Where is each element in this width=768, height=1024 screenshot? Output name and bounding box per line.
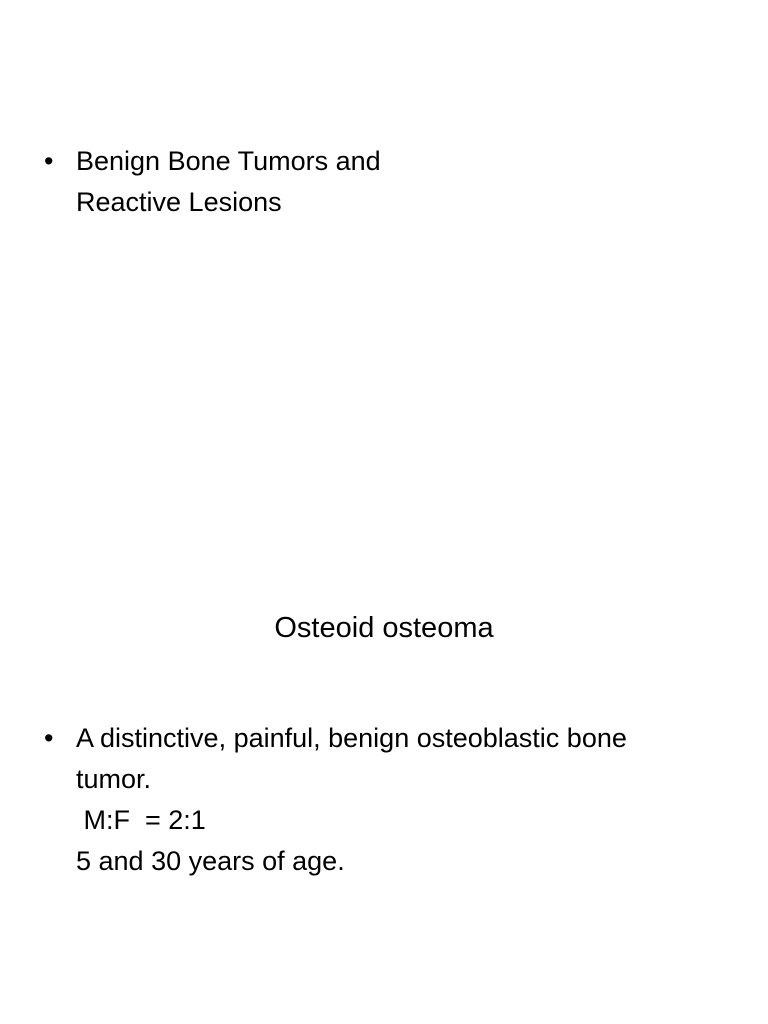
slide-title: Osteoid osteoma bbox=[274, 612, 494, 644]
bullet-text bbox=[76, 718, 738, 882]
bullet-line: Reactive Lesions bbox=[76, 187, 282, 217]
bullet-item bbox=[44, 141, 738, 223]
bullet-line: tumor. bbox=[76, 764, 152, 794]
bullet-icon: • bbox=[44, 146, 54, 176]
bullet-line: M:F = 2:1 bbox=[76, 805, 206, 835]
bullet-item bbox=[44, 718, 738, 882]
slide-2 bbox=[0, 512, 768, 1024]
bullet-icon: • bbox=[44, 723, 54, 753]
bullet-line: Benign Bone Tumors and bbox=[76, 146, 381, 176]
bullet-text bbox=[76, 141, 738, 223]
bullet-line: 5 and 30 years of age. bbox=[76, 846, 345, 876]
bullet-line: A distinctive, painful, benign osteoblastic bone bbox=[76, 723, 627, 753]
